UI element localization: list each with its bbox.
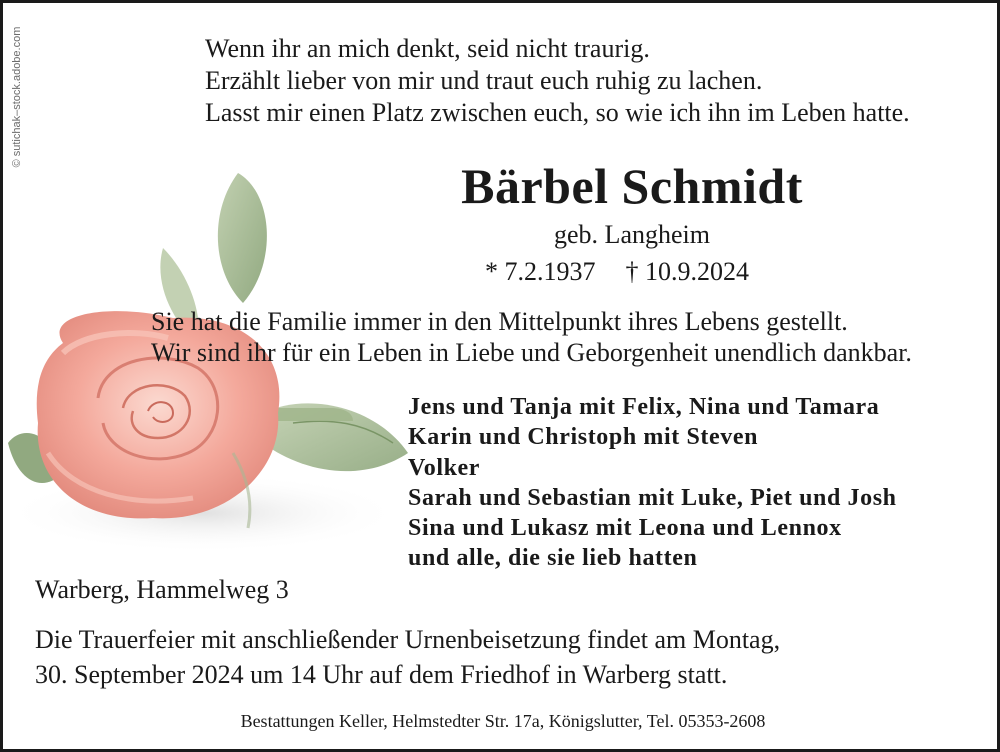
poem-line: Wenn ihr an mich denkt, seid nicht traurig. (205, 34, 650, 63)
mourners-list (408, 392, 897, 574)
mourner-line: Sarah und Sebastian mit Luke, Piet und Josh (408, 484, 897, 511)
poem-line: Erzählt lieber von mir und traut euch ruhig zu lachen. (205, 66, 763, 95)
ceremony-line: Die Trauerfeier mit anschließender Urnenbeisetzung findet am Montag, (35, 625, 781, 654)
poem-line: Lasst mir einen Platz zwischen euch, so wie ich ihn im Leben hatte. (205, 98, 910, 127)
deceased-name: Bärbel Schmidt (461, 158, 803, 214)
birth-date: * 7.2.1937 (485, 257, 596, 286)
tribute-line: Sie hat die Familie immer in den Mittelpunkt ihres Lebens gestellt. (151, 307, 848, 336)
mourner-line: und alle, die sie lieb hatten (408, 545, 698, 572)
photo-credit: © sutichak–stock.adobe.com (11, 26, 23, 168)
tribute-line: Wir sind ihr für ein Leben in Liebe und Geborgenheit unendlich dankbar. (151, 338, 912, 367)
rose-image (3, 153, 423, 583)
life-dates (485, 257, 749, 287)
tribute-text (151, 306, 912, 368)
mourner-line: Volker (408, 454, 481, 481)
ceremony-line: 30. September 2024 um 14 Uhr auf dem Friedhof in Warberg statt. (35, 660, 728, 689)
mourner-line: Jens und Tanja mit Felix, Nina und Tamara (408, 394, 880, 420)
ceremony-notice (35, 622, 780, 692)
mourner-line: Sina und Lukasz mit Leona und Lennox (408, 515, 842, 542)
maiden-name: geb. Langheim (554, 220, 710, 249)
family-address: Warberg, Hammelweg 3 (35, 575, 289, 604)
death-date: † 10.9.2024 (625, 257, 749, 286)
poem (205, 33, 910, 129)
funeral-home-footer: Bestattungen Keller, Helmstedter Str. 17a, Königslutter, Tel. 05353-2608 (240, 711, 766, 731)
mourner-line: Karin und Christoph mit Steven (408, 424, 759, 451)
